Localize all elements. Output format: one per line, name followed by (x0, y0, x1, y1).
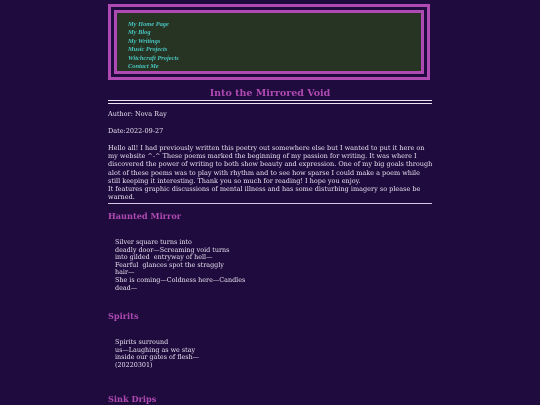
poem-line: hair— (115, 268, 135, 277)
intro-paragraph: Hello all! I had previously written this poetry out somewhere else but I wanted to put it here on my website ^-^ These poems marked the beginning of my passion for writing. It was where I discovered the power of writing to both show beauty and expression. One of my big goals through alot of these poems was to play with rhythm and to see how sparse I could make a poem while still keeping it interesting. Thank you so much for reading! I hope you enjoy. (108, 144, 433, 185)
poem-line: Fearful glances spot the straggly (115, 260, 224, 269)
poem-line: (20220301) (115, 360, 153, 369)
date-line: Date:2022-09-27 (108, 127, 164, 135)
page-title: Into the Mirrored Void (209, 88, 331, 99)
poem-line: into gilded entryway of hell— (115, 253, 213, 262)
poem-body-spirits (115, 339, 199, 369)
author-line: Author: Nova Ray (108, 110, 167, 118)
poem-line: Silver square turns into (115, 238, 192, 246)
poem-title-sink-drips: Sink Drips (108, 394, 157, 404)
nav-link-contact[interactable]: Contact Me (128, 63, 159, 71)
title-divider (108, 100, 432, 104)
poem-line: She is coming—Coldness here—Candles (115, 275, 246, 284)
nav-link-blog[interactable]: My Blog (128, 29, 151, 37)
poem-title-haunted-mirror: Haunted Mirror (108, 211, 182, 221)
nav-link-writings[interactable]: My Writings (128, 37, 161, 45)
poem-line: deadly door—Screaming void turns (115, 245, 230, 254)
nav-link-music[interactable]: Music Projects (128, 46, 168, 54)
nav-panel (114, 10, 424, 74)
nav-link-home[interactable]: My Home Page (128, 21, 169, 28)
nav-frame (108, 4, 430, 80)
section-divider (108, 203, 432, 204)
poem-line: inside our gates of flesh— (115, 353, 200, 362)
poem-body-haunted-mirror (115, 239, 245, 292)
nav-link-witchcraft[interactable]: Witchcraft Projects (128, 54, 179, 62)
poem-line: dead— (115, 283, 138, 292)
poem-title-spirits: Spirits (108, 311, 139, 321)
content-warning: It features graphic discussions of mental illness and has some disturbing imagery so please be warned. (108, 185, 421, 202)
poem-line: Spirits surround (115, 338, 169, 346)
poem-line: us—Laughing as we stay (115, 345, 196, 354)
